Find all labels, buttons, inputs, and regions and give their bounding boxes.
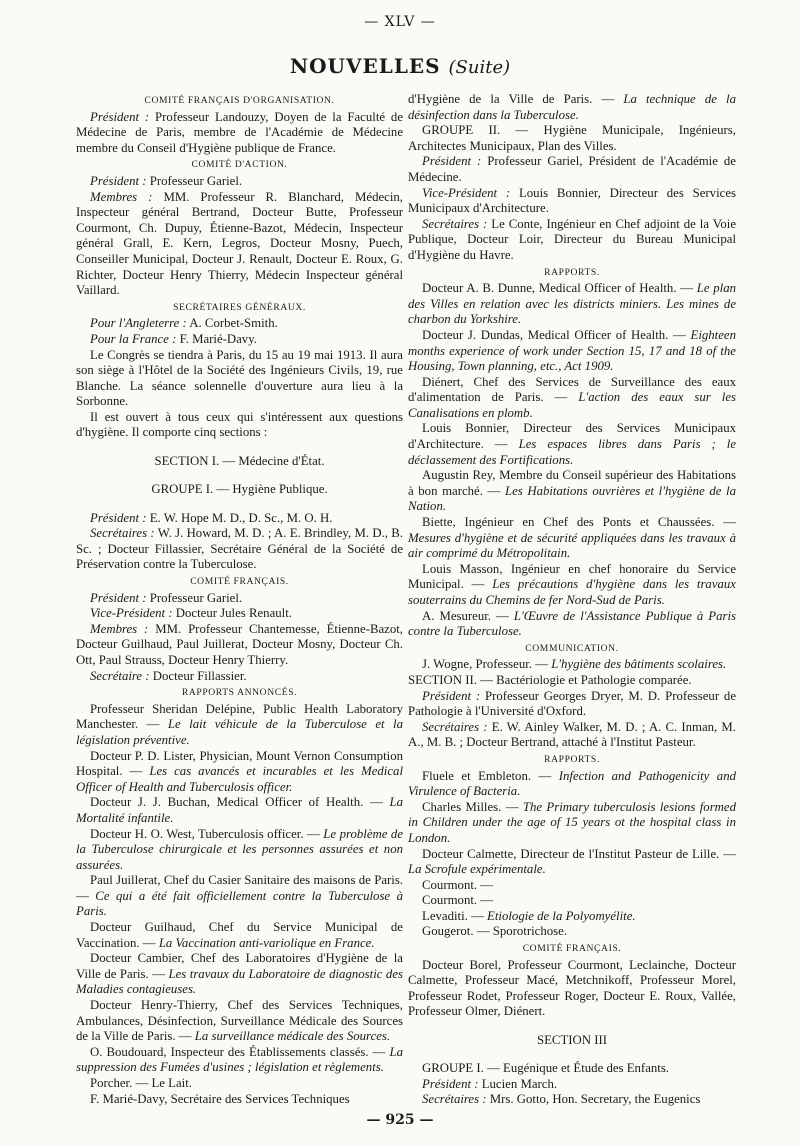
italic-text: The Primary tuberculosis lesions formed in Children under the age of 15 years ot the hospital class in London. <box>408 799 737 845</box>
paragraph <box>76 526 403 573</box>
italic-text: Ce qui a été fait officiellement contre la Tuberculose à Paris. <box>76 888 403 919</box>
text-run: E. W. Ainley Walker, M. D. ; A. C. Inman, M. A., M. B. ; Docteur Bertrand, attaché à l'Institut Pasteur. <box>408 719 736 750</box>
paragraph <box>76 702 403 749</box>
text-run: COMITÉ FRANÇAIS. <box>522 943 622 955</box>
italic-text: Secrétaires : <box>422 1092 487 1107</box>
italic-text: Secrétaire : <box>90 668 150 683</box>
paragraph <box>408 562 736 609</box>
section-label <box>76 157 403 173</box>
italic-text: Les travaux du Laboratoire de diagnostic des Maladies contagieuses. <box>76 966 403 997</box>
italic-text: L'hygiène des bâtiments scolaires. <box>551 657 727 672</box>
italic-text: Vice-Président : <box>90 606 173 621</box>
text-run: GROUPE II. — Hygiène Municipale, Ingénieurs, Architectes Municipaux, Plan des Villes. <box>408 123 736 153</box>
text-run: Professeur Gariel, Président de l'Académie de Médecine. <box>408 154 736 184</box>
text-run: Professeur Landouzy, Doyen de la Faculté de Médecine de Paris, membre de l'Académie de Médecine membre du Conseil d'Hygiène publique de France. <box>76 109 404 155</box>
paragraph <box>76 998 403 1045</box>
paragraph <box>408 609 736 640</box>
text-run: RAPPORTS. <box>544 753 600 765</box>
paragraph <box>408 375 736 422</box>
italic-text: Mesures d'hygiène et de sécurité appliquées dans les travaux à air comprimé du Métropolitain. <box>408 530 736 561</box>
text-run: Docteur P. D. Lister, Physician, Mount Vernon Consumption Hospital. — <box>76 748 403 779</box>
text-run: GROUPE I. — Eugénique et Étude des Enfants. <box>422 1061 670 1076</box>
text-run: Docteur J. J. Buchan, Medical Officer of Health. — <box>90 795 390 810</box>
paragraph <box>76 749 403 796</box>
text-run: Levaditi. — <box>422 908 488 923</box>
page-number: — 925 — <box>366 1112 434 1128</box>
italic-text: Président : <box>422 688 481 703</box>
text-run: COMITÉ D'ACTION. <box>191 159 288 171</box>
section-label <box>76 454 403 470</box>
text-run: Courmont. — <box>422 877 494 892</box>
italic-text: Le lait véhicule de la Tuberculose et la législation préventive. <box>76 717 403 747</box>
text-run: Docteur Guilhaud, Chef du Service Municipal de Vaccination. — <box>76 920 403 950</box>
heading-suffix: (Suite) <box>448 57 511 78</box>
text-run: Docteur J. Dundas, Medical Officer of Health. — <box>422 327 691 342</box>
italic-text: La surveillance médicale des Sources. <box>194 1029 391 1044</box>
italic-text: La Vaccination anti-variolique en France. <box>158 935 375 950</box>
paragraph <box>408 1061 736 1077</box>
text-run: RAPPORTS ANNONCÉS. <box>181 687 298 699</box>
paragraph <box>76 110 403 157</box>
text-run: SECTION III <box>536 1032 607 1047</box>
paragraph <box>408 909 736 925</box>
paragraph <box>408 673 736 689</box>
text-run: A. Corbet-Smith. <box>186 316 278 331</box>
paragraph <box>408 769 736 800</box>
italic-text: Les espaces libres dans Paris ; le déclassement des Fortifications. <box>408 437 736 467</box>
paragraph <box>408 657 736 673</box>
text-run: RAPPORTS. <box>544 266 600 278</box>
section-label <box>408 1033 736 1049</box>
italic-text: L'action des eaux sur les Canalisations en plomb. <box>408 390 736 420</box>
italic-text: Président : <box>90 173 147 188</box>
section-label <box>76 685 403 701</box>
paragraph <box>76 951 403 998</box>
paragraph <box>408 515 736 562</box>
paragraph <box>408 878 736 894</box>
section-label <box>408 641 736 657</box>
paragraph <box>408 281 736 328</box>
paragraph <box>76 410 403 441</box>
italic-text: L'Œuvre de l'Assistance Publique à Paris contre la Tuberculose. <box>408 608 736 639</box>
text-run: Docteur Henry-Thierry, Chef des Services Techniques, Ambulances, Désinfection, Surveillance Médicale des Sources de la Ville de Paris. — <box>76 998 403 1044</box>
section-label <box>408 752 736 768</box>
paragraph <box>76 606 403 622</box>
italic-text: Président : <box>90 510 147 525</box>
italic-text: Le plan des Villes en relation avec les districts miniers. Les mines de charbon du Yorkshire. <box>408 281 737 327</box>
italic-text: Les Habitations ouvrières et l'hygiène de la Nation. <box>408 483 736 514</box>
page-roman-numeral: — XLV — <box>364 14 436 30</box>
section-label <box>76 482 403 498</box>
text-run: F. Marié-Davy, Secrétaire des Services Techniques <box>90 1091 350 1106</box>
text-run: Professeur Georges Dryer, M. D. Professeur de Pathologie à l'Université d'Oxford. <box>408 688 736 719</box>
text-run: Docteur Cambier, Chef des Laboratoires d'Hygiène de la Ville de Paris. — <box>76 951 403 981</box>
paragraph <box>408 217 736 264</box>
text-run: A. Mesureur. — <box>422 608 514 623</box>
paragraph <box>76 920 403 951</box>
paragraph <box>76 669 403 685</box>
text-run: Docteur Jules Renault. <box>172 606 292 621</box>
text-run: SECRÉTAIRES GÉNÉRAUX. <box>173 301 306 313</box>
text-run: COMITÉ FRANÇAIS. <box>190 576 289 588</box>
text-run: Il est ouvert à tous ceux qui s'intéressent aux questions d'hygiène. Il comporte cinq sections : <box>76 409 403 440</box>
paragraph <box>76 795 403 826</box>
italic-text: La suppression des Fumées d'usines ; législation et règlements. <box>76 1044 403 1075</box>
text-run: Louis Bonnier, Directeur des Services Municipaux d'Architecture. — <box>408 421 736 452</box>
paragraph <box>76 1092 403 1108</box>
italic-text: Président : <box>90 109 150 124</box>
paragraph <box>408 847 736 878</box>
italic-text: Secrétaires : <box>422 216 488 231</box>
text-run: Professeur Gariel. <box>146 173 243 188</box>
italic-text: Membres : <box>90 621 149 636</box>
paragraph <box>408 958 736 1020</box>
text-run: Docteur Calmette, Directeur de l'Institut Pasteur de Lille. — <box>422 846 736 861</box>
text-run: Docteur Fillassier. <box>149 668 247 683</box>
paragraph <box>408 421 736 468</box>
italic-text: Président : <box>422 154 482 169</box>
section-label <box>76 93 403 109</box>
text-run: MM. Professeur Chantemesse, Étienne-Bazot, Docteur Guilhaud, Paul Juillerat, Docteur Mosny, Docteur Ch. Ott, Paul Strauss, Docteur Henry Thierry. <box>76 621 403 667</box>
text-run: Biette, Ingénieur en Chef des Ponts et Chaussées. — <box>422 515 736 530</box>
text-run: W. J. Howard, M. D. ; A. E. Brindley, M. D., B. Sc. ; Docteur Fillassier, Secrétaire Général de la Société de Préservation contre la Tuberculose. <box>76 526 403 572</box>
paragraph <box>76 1045 403 1076</box>
text-run: COMITÉ FRANÇAIS D'ORGANISATION. <box>144 95 335 106</box>
text-run: Professeur Gariel. <box>146 590 243 605</box>
paragraph <box>408 1092 736 1108</box>
text-run: Professeur Sheridan Delépine, Public Health Laboratory Manchester. — <box>76 701 403 732</box>
text-run: Lucien March. <box>478 1076 558 1091</box>
italic-text: Pour la France : <box>90 331 177 346</box>
paragraph <box>408 468 736 515</box>
paragraph <box>76 591 403 607</box>
text-run: Docteur A. B. Dunne, Medical Officer of Health. — <box>422 281 697 296</box>
italic-text: Secrétaires : <box>422 719 488 734</box>
text-run: Louis Bonnier, Directeur des Services Municipaux d'Architecture. <box>408 185 736 216</box>
italic-text: Eighteen months experience of work under Section 15, 17 and 18 of the Housing, Town planning, etc., Act 1909. <box>408 327 736 374</box>
paragraph <box>76 1076 403 1092</box>
paragraph <box>76 827 403 874</box>
text-run: E. W. Hope M. D., D. Sc., M. O. H. <box>146 510 333 525</box>
paragraph <box>408 720 736 751</box>
paragraph <box>76 174 403 190</box>
italic-text: Président : <box>422 1076 479 1091</box>
text-run: COMMUNICATION. <box>525 642 619 654</box>
text-run: SECTION I. — Médecine d'État. <box>154 453 325 468</box>
italic-text: Vice-Président : <box>422 185 511 200</box>
paragraph <box>76 316 403 332</box>
text-run: O. Boudouard, Inspecteur des Établissements classés. — <box>90 1044 390 1059</box>
italic-text: La Scrofule expérimentale. <box>408 862 546 877</box>
section-label <box>76 300 403 316</box>
paragraph <box>76 332 403 348</box>
text-run: Courmont. — <box>422 893 494 908</box>
text-run: Docteur H. O. West, Tuberculosis officer. — <box>90 826 324 841</box>
paragraph <box>408 186 736 217</box>
text-run: GROUPE I. — Hygiène Publique. <box>151 482 328 497</box>
paragraph <box>408 154 736 185</box>
section-heading <box>0 54 800 78</box>
italic-text: Les cas avancés et incurables et les Medical Officer of Health and Tuberculosis officer. <box>76 764 403 794</box>
text-run: Porcher. — Le Lait. <box>90 1076 192 1091</box>
text-run: Augustin Rey, Membre du Conseil supérieur des Habitations à bon marché. — <box>408 468 736 498</box>
paragraph <box>76 873 403 920</box>
paragraph <box>408 800 736 847</box>
paragraph <box>408 893 736 909</box>
italic-text: Les précautions d'hygiène dans les travaux souterrains du Chemins de fer Nord-Sud de Paris. <box>408 577 736 607</box>
section-label <box>408 941 736 957</box>
text-run: Paul Juillerat, Chef du Casier Sanitaire des maisons de Paris. — <box>76 873 403 903</box>
section-label <box>408 265 736 281</box>
paragraph <box>408 123 736 154</box>
paragraph <box>76 622 403 669</box>
right-column <box>408 92 736 1108</box>
paragraph <box>408 92 736 123</box>
text-run: F. Marié-Davy. <box>176 331 257 346</box>
paragraph <box>76 511 403 527</box>
text-run: Le Conte, Ingénieur en Chef adjoint de la Voie Publique, Docteur Loir, Directeur du Bureau Municipal d'Hygiène du Havre. <box>408 216 736 262</box>
paragraph <box>408 689 736 720</box>
italic-text: Infection and Pathogenicity and Virulence of Bacteria. <box>408 768 736 799</box>
text-run: Mrs. Gotto, Hon. Secretary, the Eugenics <box>486 1092 701 1107</box>
paragraph <box>408 328 736 375</box>
italic-text: Membres : <box>90 189 153 204</box>
text-run: Docteur Borel, Professeur Courmont, Leclainche, Docteur Calmette, Professeur Macé, Metchnikoff, Professeur Morel, Professeur Rodet, Professeur Roger, Docteur E. Roux, Vallée, Professeur Olmer, Diénert. <box>408 957 736 1019</box>
italic-text: La Mortalité infantile. <box>76 795 403 825</box>
italic-text: Secrétaires : <box>90 526 155 541</box>
left-column <box>76 92 403 1107</box>
paragraph <box>408 1077 736 1093</box>
paragraph <box>76 190 403 299</box>
text-run: Le Congrès se tiendra à Paris, du 15 au 19 mai 1913. Il aura son siège à l'Hôtel de la Société des Ingénieurs Civils, 19, rue Blanche. La séance solennelle d'ouverture aura lieu à la Sorbonne. <box>76 347 403 409</box>
text-run: J. Wogne, Professeur. — <box>422 657 552 672</box>
text-run: MM. Professeur R. Blanchard, Médecin, Inspecteur général Bertrand, Docteur Butte, Professeur Courmont, Ch. Dupuy, Étienne-Bazot, Médecin, Inspecteur général Grall, E. Kern, Legros, Docteur Mosny, Puech, Conseiller Municipal, Docteur J. Renault, Docteur E. Roux, G. Richter, Docteur Henry Thierry, Médecin Inspecteur général Vaillard. <box>76 189 404 298</box>
italic-text: Le problème de la Tuberculose chirurgicale et les personnes assurées et non assurées. <box>76 826 403 872</box>
italic-text: Président : <box>90 590 147 605</box>
italic-text: Etiologie de la Polyomyélite. <box>487 908 636 923</box>
text-run: d'Hygiène de la Ville de Paris. — <box>408 92 624 106</box>
text-run: Diénert, Chef des Services de Surveillance des eaux d'alimentation de Paris. — <box>408 374 736 405</box>
text-run: Charles Milles. — <box>422 799 523 814</box>
text-run: SECTION II. — Bactériologie et Pathologie comparée. <box>408 672 692 687</box>
text-run: Gougerot. — Sporotrichose. <box>422 924 568 939</box>
paragraph <box>408 924 736 940</box>
section-label <box>76 574 403 590</box>
italic-text: Pour l'Angleterre : <box>90 316 187 331</box>
italic-text: La technique de la désinfection dans la Tuberculose. <box>408 92 736 122</box>
heading-title: NOUVELLES <box>289 54 441 78</box>
text-run: Fluele et Embleton. — <box>422 768 559 783</box>
paragraph <box>76 348 403 410</box>
text-run: Louis Masson, Ingénieur en chef honoraire du Service Municipal. — <box>408 561 736 592</box>
